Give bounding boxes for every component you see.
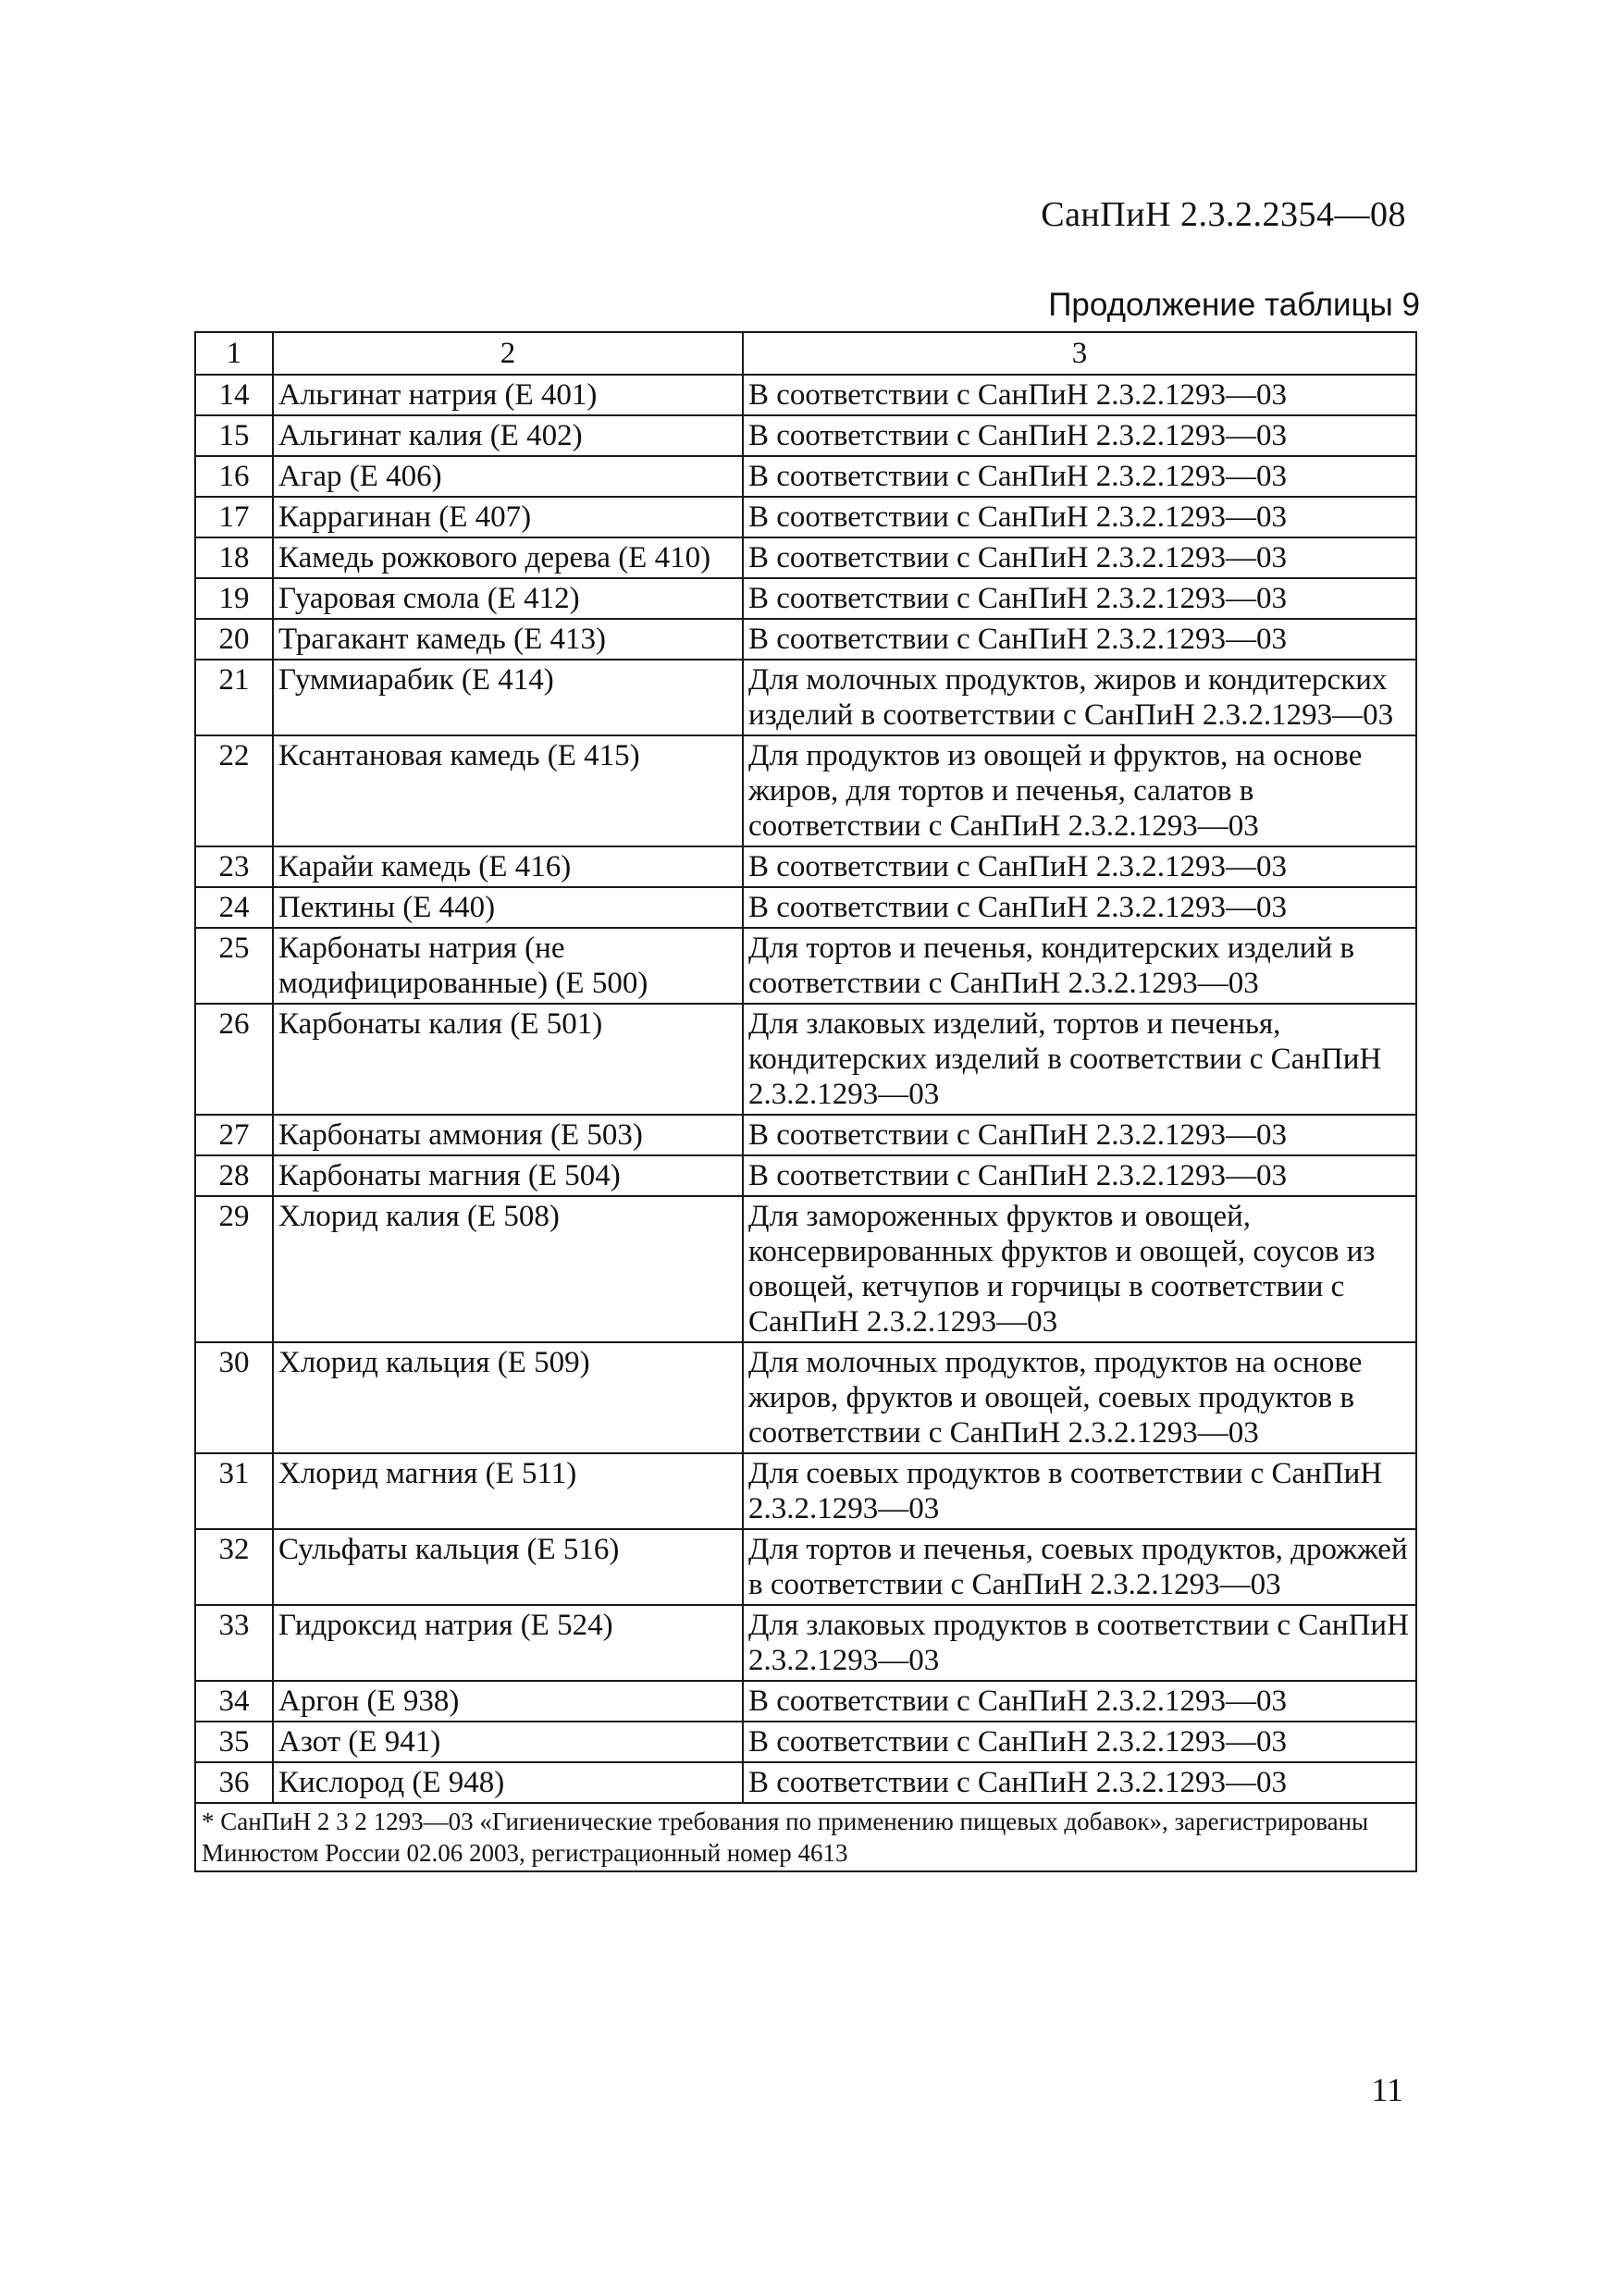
- row-number: 31: [195, 1453, 273, 1529]
- table-row: [195, 846, 1416, 887]
- row-number: 14: [195, 375, 273, 415]
- column-header-name: 2: [273, 332, 743, 375]
- additives-table-container: [194, 331, 1415, 1872]
- additive-name: Азот (Е 941): [273, 1722, 743, 1762]
- row-number: 25: [195, 928, 273, 1004]
- additive-name: Хлорид калия (Е 508): [273, 1196, 743, 1342]
- table-row: [195, 1762, 1416, 1803]
- usage-note: В соответствии с СанПиН 2.3.2.1293—03: [743, 537, 1416, 578]
- usage-note: Для тортов и печенья, кондитерских изделий в соответствии с СанПиН 2.3.2.1293—03: [743, 928, 1416, 1004]
- additive-name: Гуммиарабик (Е 414): [273, 660, 743, 735]
- additive-name: Трагакант камедь (Е 413): [273, 619, 743, 660]
- row-number: 23: [195, 846, 273, 887]
- table-row: [195, 1722, 1416, 1762]
- usage-note: В соответствии с СанПиН 2.3.2.1293—03: [743, 578, 1416, 619]
- usage-note: Для замороженных фруктов и овощей, консервированных фруктов и овощей, соусов из овощей, кетчупов и горчицы в соответствии с СанПиН 2.3.2.1293—03: [743, 1196, 1416, 1342]
- additive-name: Сульфаты кальция (Е 516): [273, 1529, 743, 1605]
- row-number: 15: [195, 415, 273, 456]
- usage-note: В соответствии с СанПиН 2.3.2.1293—03: [743, 619, 1416, 660]
- row-number: 19: [195, 578, 273, 619]
- column-header-number: 1: [195, 332, 273, 375]
- footnote-row: [195, 1803, 1416, 1871]
- table-row: [195, 578, 1416, 619]
- row-number: 20: [195, 619, 273, 660]
- usage-note: Для молочных продуктов, жиров и кондитерских изделий в соответствии с СанПиН 2.3.2.1293—03: [743, 660, 1416, 735]
- table-row: [195, 1453, 1416, 1529]
- usage-note: В соответствии с СанПиН 2.3.2.1293—03: [743, 1681, 1416, 1722]
- additive-name: Карбонаты натрия (не модифицированные) (Е 500): [273, 928, 743, 1004]
- usage-note: Для продуктов из овощей и фруктов, на основе жиров, для тортов и печенья, салатов в соответствии с СанПиН 2.3.2.1293—03: [743, 735, 1416, 846]
- column-header-note: 3: [743, 332, 1416, 375]
- additive-name: Хлорид кальция (Е 509): [273, 1342, 743, 1453]
- additive-name: Гидроксид натрия (Е 524): [273, 1605, 743, 1681]
- usage-note: В соответствии с СанПиН 2.3.2.1293—03: [743, 1155, 1416, 1196]
- table-row: [195, 1115, 1416, 1155]
- table-row: [195, 1342, 1416, 1453]
- row-number: 34: [195, 1681, 273, 1722]
- usage-note: В соответствии с СанПиН 2.3.2.1293—03: [743, 1762, 1416, 1803]
- table-row: [195, 1529, 1416, 1605]
- row-number: 21: [195, 660, 273, 735]
- usage-note: В соответствии с СанПиН 2.3.2.1293—03: [743, 415, 1416, 456]
- row-number: 26: [195, 1004, 273, 1115]
- additive-name: Ксантановая камедь (Е 415): [273, 735, 743, 846]
- table-row: [195, 497, 1416, 537]
- additive-name: Хлорид магния (Е 511): [273, 1453, 743, 1529]
- row-number: 22: [195, 735, 273, 846]
- usage-note: В соответствии с СанПиН 2.3.2.1293—03: [743, 456, 1416, 497]
- table-continuation-caption: Продолжение таблицы 9: [1048, 287, 1420, 323]
- usage-note: Для злаковых продуктов в соответствии с СанПиН 2.3.2.1293—03: [743, 1605, 1416, 1681]
- table-row: [195, 1681, 1416, 1722]
- table-row: [195, 415, 1416, 456]
- additive-name: Карбонаты магния (Е 504): [273, 1155, 743, 1196]
- usage-note: Для соевых продуктов в соответствии с СанПиН 2.3.2.1293—03: [743, 1453, 1416, 1529]
- additive-name: Аргон (Е 938): [273, 1681, 743, 1722]
- row-number: 32: [195, 1529, 273, 1605]
- row-number: 29: [195, 1196, 273, 1342]
- additive-name: Агар (Е 406): [273, 456, 743, 497]
- row-number: 28: [195, 1155, 273, 1196]
- table-row: [195, 887, 1416, 928]
- additive-name: Карайи камедь (Е 416): [273, 846, 743, 887]
- additive-name: Карбонаты калия (Е 501): [273, 1004, 743, 1115]
- page-number: 11: [1371, 2071, 1403, 2108]
- table-row: [195, 1196, 1416, 1342]
- additive-name: Гуаровая смола (Е 412): [273, 578, 743, 619]
- additive-name: Кислород (Е 948): [273, 1762, 743, 1803]
- row-number: 24: [195, 887, 273, 928]
- document-code: СанПиН 2.3.2.2354—08: [1041, 195, 1406, 234]
- row-number: 35: [195, 1722, 273, 1762]
- usage-note: В соответствии с СанПиН 2.3.2.1293—03: [743, 375, 1416, 415]
- table-row: [195, 375, 1416, 415]
- row-number: 17: [195, 497, 273, 537]
- additive-name: Альгинат натрия (Е 401): [273, 375, 743, 415]
- table-row: [195, 456, 1416, 497]
- usage-note: В соответствии с СанПиН 2.3.2.1293—03: [743, 1115, 1416, 1155]
- table-header-row: [195, 332, 1416, 375]
- row-number: 36: [195, 1762, 273, 1803]
- row-number: 18: [195, 537, 273, 578]
- usage-note: Для тортов и печенья, соевых продуктов, дрожжей в соответствии с СанПиН 2.3.2.1293—03: [743, 1529, 1416, 1605]
- table-row: [195, 660, 1416, 735]
- table-row: [195, 537, 1416, 578]
- row-number: 33: [195, 1605, 273, 1681]
- usage-note: В соответствии с СанПиН 2.3.2.1293—03: [743, 1722, 1416, 1762]
- usage-note: Для злаковых изделий, тортов и печенья, кондитерских изделий в соответствии с СанПиН 2.3.2.1293—03: [743, 1004, 1416, 1115]
- row-number: 30: [195, 1342, 273, 1453]
- additive-name: Альгинат калия (Е 402): [273, 415, 743, 456]
- row-number: 16: [195, 456, 273, 497]
- usage-note: В соответствии с СанПиН 2.3.2.1293—03: [743, 887, 1416, 928]
- additive-name: Пектины (Е 440): [273, 887, 743, 928]
- table-body: [195, 375, 1416, 1803]
- additive-name: Карбонаты аммония (Е 503): [273, 1115, 743, 1155]
- table-row: [195, 1004, 1416, 1115]
- additives-table: [194, 331, 1417, 1872]
- table-row: [195, 735, 1416, 846]
- table-footnote: * СанПиН 2 3 2 1293—03 «Гигиенические требования по применению пищевых добавок», зарегистрированы Минюстом России 02.06 2003, регистрационный номер 4613: [195, 1803, 1416, 1871]
- table-row: [195, 619, 1416, 660]
- row-number: 27: [195, 1115, 273, 1155]
- usage-note: В соответствии с СанПиН 2.3.2.1293—03: [743, 497, 1416, 537]
- table-row: [195, 928, 1416, 1004]
- usage-note: Для молочных продуктов, продуктов на основе жиров, фруктов и овощей, соевых продуктов в соответствии с СанПиН 2.3.2.1293—03: [743, 1342, 1416, 1453]
- usage-note: В соответствии с СанПиН 2.3.2.1293—03: [743, 846, 1416, 887]
- additive-name: Камедь рожкового дерева (Е 410): [273, 537, 743, 578]
- table-row: [195, 1605, 1416, 1681]
- table-row: [195, 1155, 1416, 1196]
- additive-name: Каррагинан (Е 407): [273, 497, 743, 537]
